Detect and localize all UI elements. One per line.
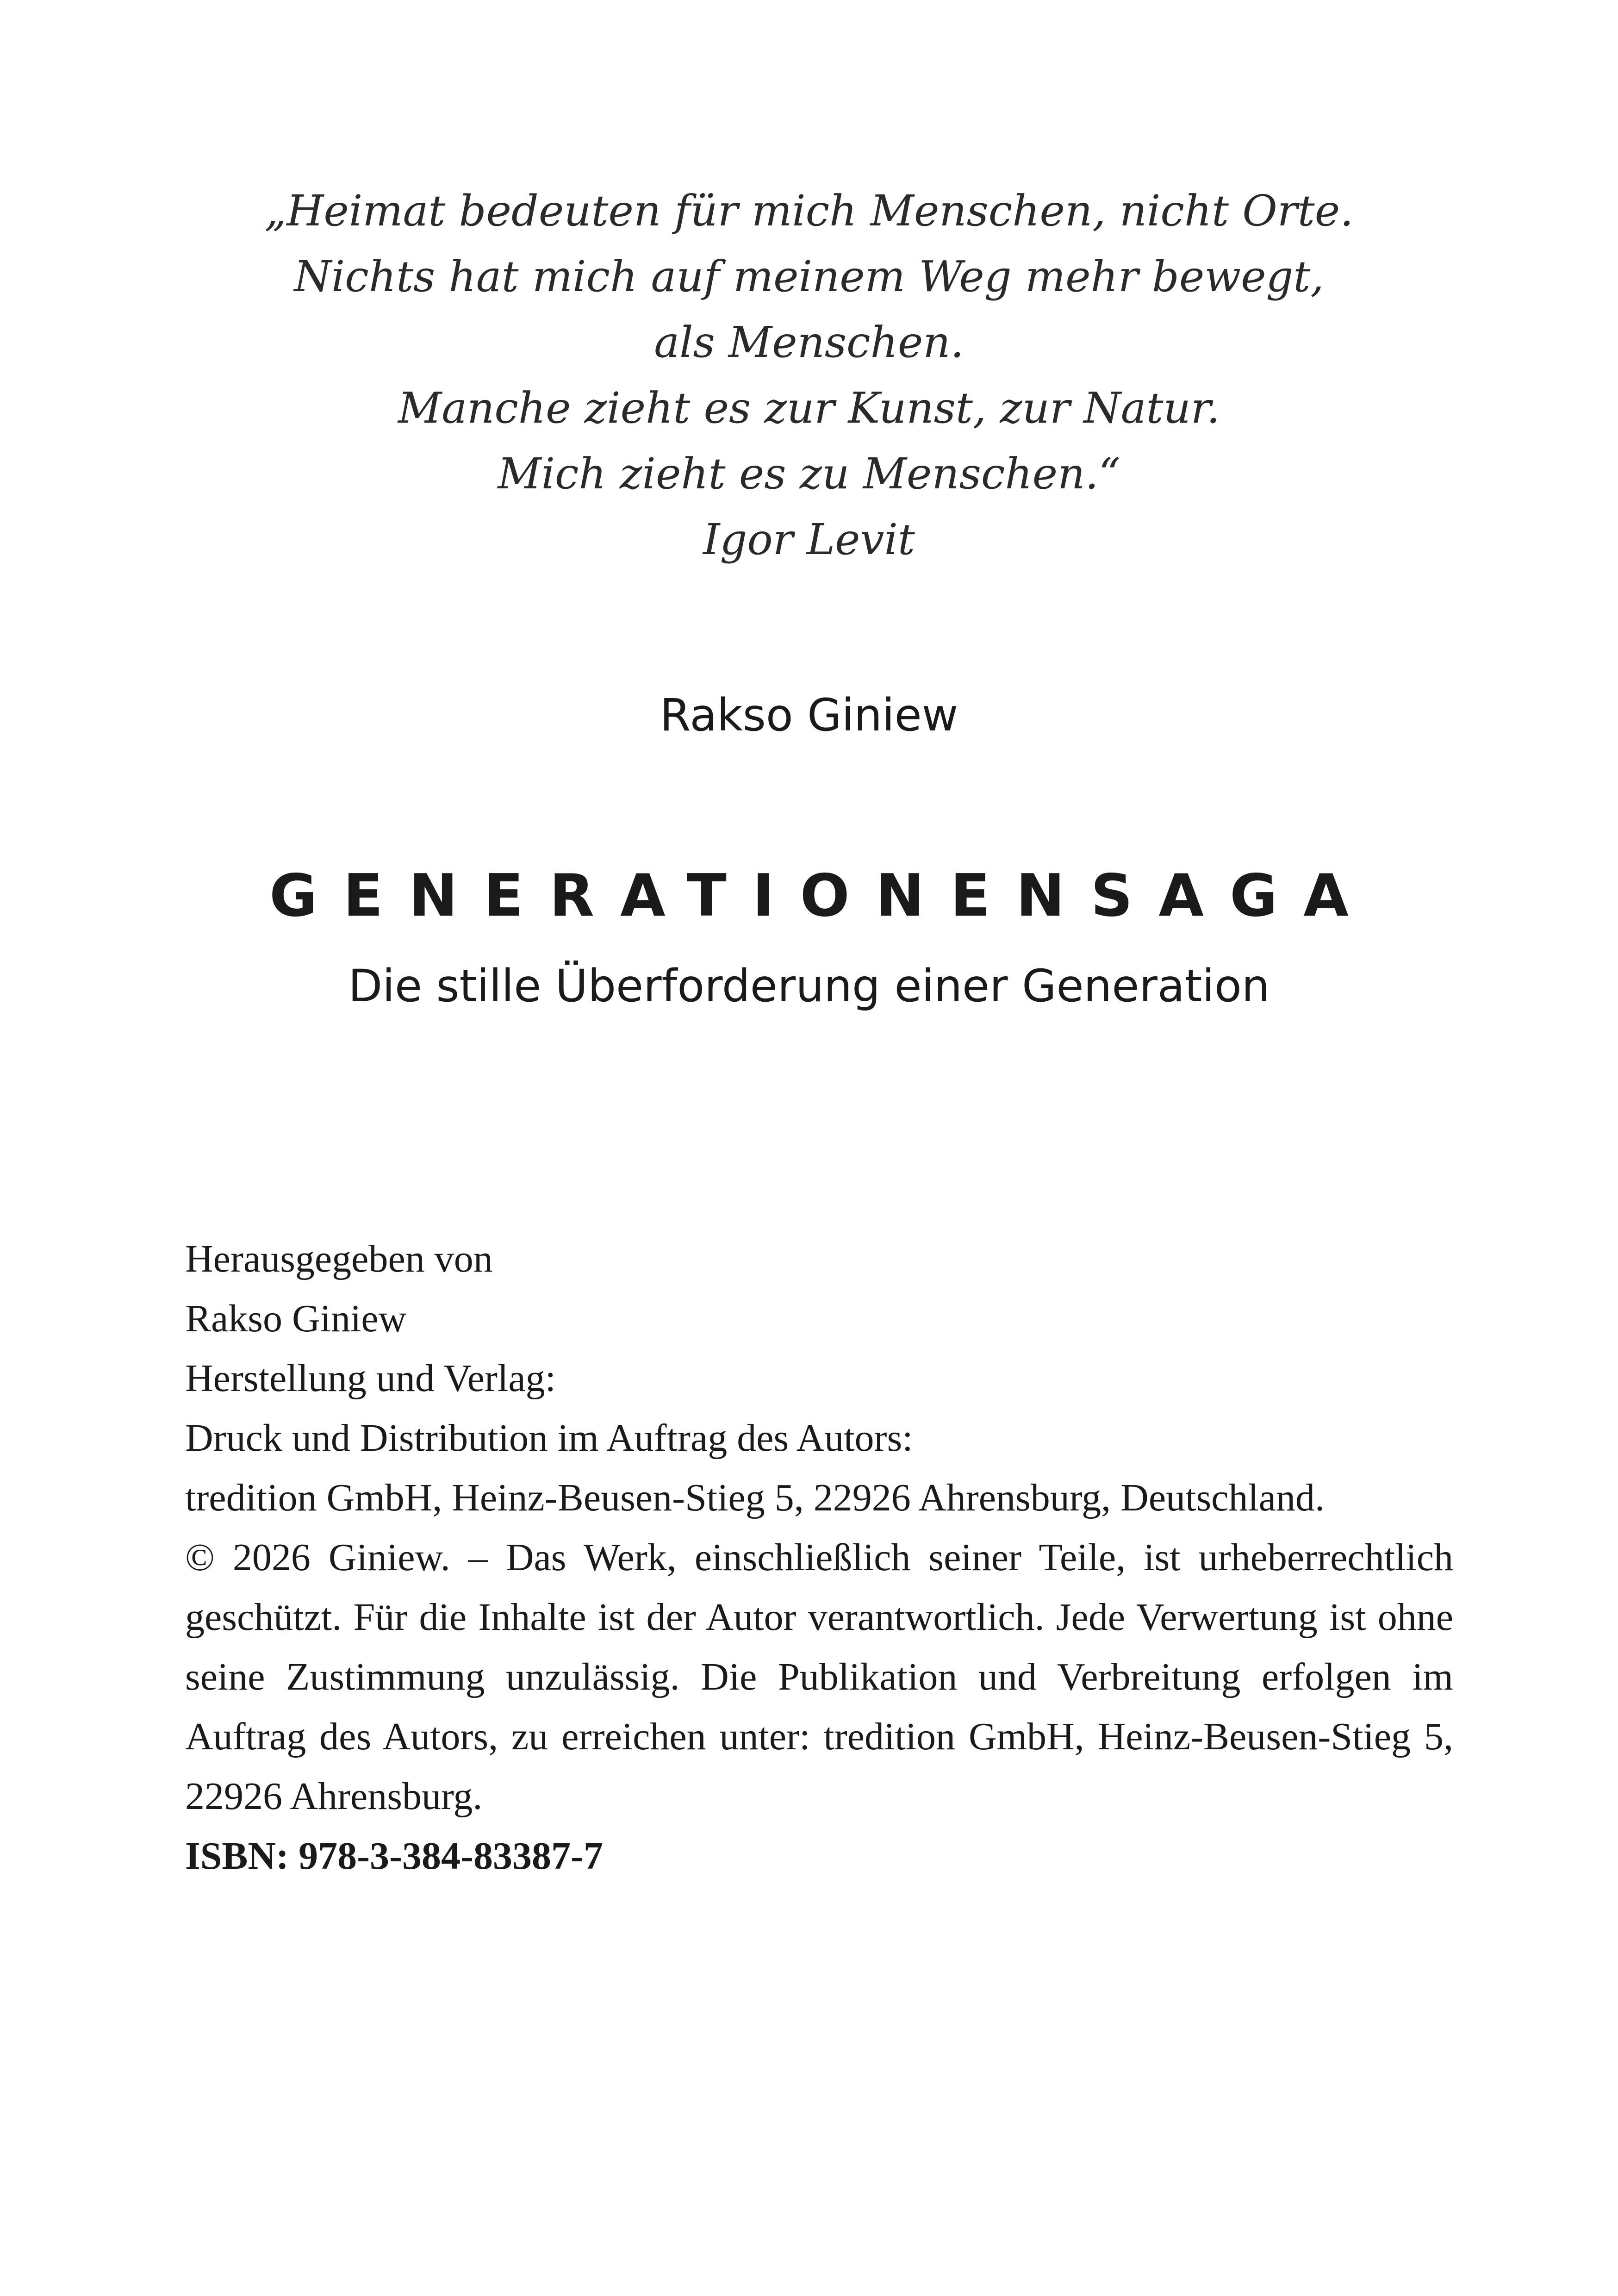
author-name: Rakso Giniew xyxy=(660,689,958,741)
imprint-line-distribution: Druck und Distribution im Auftrag des Autors: xyxy=(185,1416,913,1460)
book-subtitle: Die stille Überforderung einer Generation xyxy=(348,960,1270,1012)
quote-line: als Menschen. xyxy=(654,318,964,367)
book-title: GENERATIONENSAGA xyxy=(269,861,1375,930)
copyright-notice: © 2026 Giniew. – Das Werk, einschließlich seiner Teile, ist urheberrechtlich geschützt. Für die Inhalte ist der Autor verantwortlich. Jede Verwertung ist ohne seine Zustimmung unzulässig. Die Publikation und Verbreitung erfolgen im Auftrag des Autors, zu erreichen unter: tredition GmbH, Heinz-Beusen-Stieg 5, 22926 Ahrensburg. xyxy=(185,1536,1453,1818)
imprint-line-production-label: Herstellung und Verlag: xyxy=(185,1357,556,1400)
quote-line: Nichts hat mich auf meinem Weg mehr bewegt, xyxy=(294,252,1324,301)
quote-line: „Heimat bedeuten für mich Menschen, nicht Orte. xyxy=(264,186,1354,236)
isbn: ISBN: 978-3-384-83387-7 xyxy=(185,1834,603,1878)
quote-line: Manche zieht es zur Kunst, zur Natur. xyxy=(398,383,1220,433)
imprint-line-publisher-address: tredition GmbH, Heinz-Beusen-Stieg 5, 22926 Ahrensburg, Deutschland. xyxy=(185,1476,1325,1519)
epigraph-quote xyxy=(0,178,1618,573)
quote-attribution: Igor Levit xyxy=(703,515,915,564)
imprint-line-editor-name: Rakso Giniew xyxy=(185,1297,407,1340)
quote-line: Mich zieht es zu Menschen.“ xyxy=(498,449,1120,499)
imprint-line-editor-label: Herausgegeben von xyxy=(185,1237,493,1280)
imprint-block xyxy=(185,1229,1453,1886)
